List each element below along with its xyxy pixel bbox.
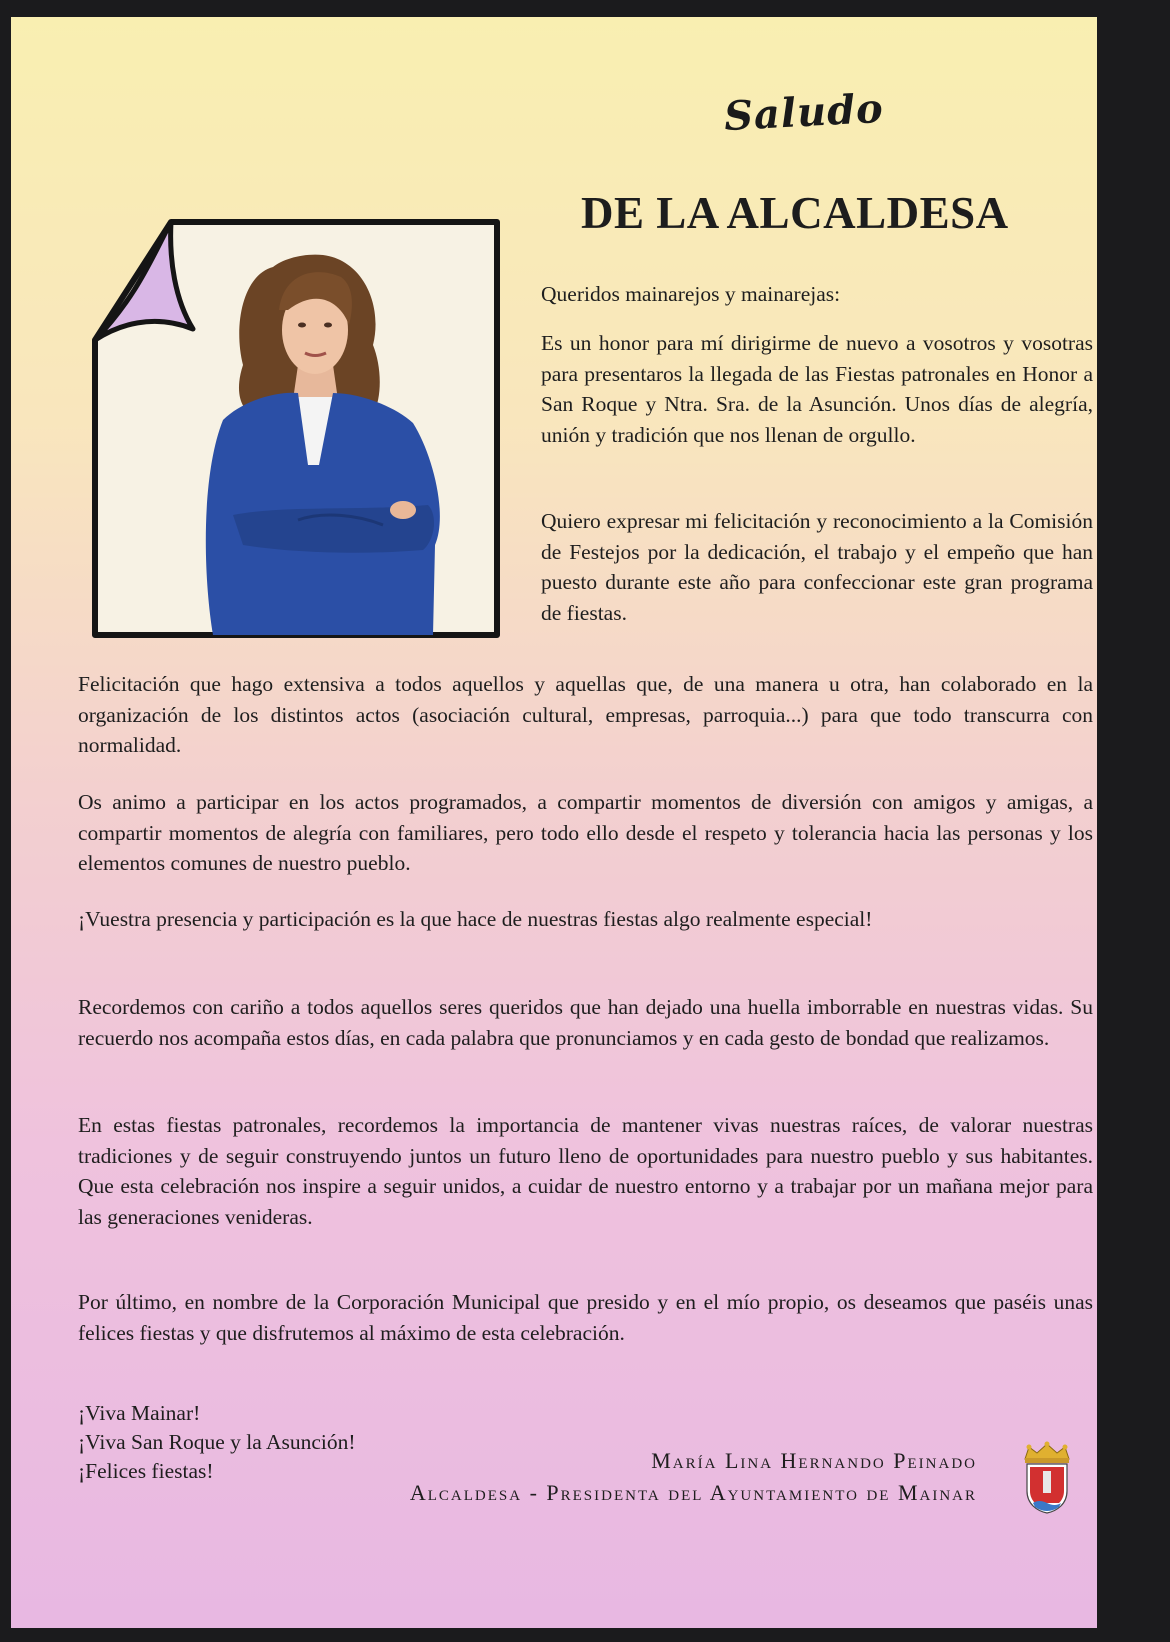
coat-of-arms-icon — [1019, 1441, 1075, 1515]
document-page — [11, 17, 1097, 1628]
cheer-line: ¡Viva Mainar! — [78, 1401, 201, 1425]
paragraph-ultimo: Por último, en nombre de la Corporación Municipal que presido y en el mío propio, os deseamos que paséis unas felices fiestas y que disfrutemos al máximo de esta celebración. — [78, 1290, 1093, 1345]
signature-name: María Lina Hernando Peinado — [651, 1448, 977, 1473]
paragraph-extensiva: Felicitación que hago extensiva a todos aquellos y aquellas que, de una manera u otra, han colaborado en la organización de los distintos actos (asociación cultural, empresas, parroquia...) para que todo transcurra con normalidad. — [78, 672, 1093, 757]
cheer-line: ¡Felices fiestas! — [78, 1459, 214, 1483]
portrait-frame — [83, 215, 515, 651]
page-title: DE LA ALCALDESA — [581, 188, 1009, 238]
paragraph-raices: En estas fiestas patronales, recordemos la importancia de mantener vivas nuestras raíces, de valorar nuestras tradiciones y de seguir construyendo juntos un futuro lleno de oportunidades para nuestro pueblo y sus habitantes. Que esta celebración nos inspire a seguir unidos, a cuidar de nuestro entorno y a trabajar por un mañana mejor para las generaciones venideras. — [78, 1113, 1093, 1229]
paragraph-presencia: ¡Vuestra presencia y participación es la que hace de nuestras fiestas algo realmente especial! — [78, 907, 873, 931]
paragraph-recuerdo: Recordemos con cariño a todos aquellos seres queridos que han dejado una huella imborrable en nuestras vidas. Su recuerdo nos acompaña estos días, en cada palabra que pronunciamos y en cada gesto de bondad que realizamos. — [78, 995, 1093, 1050]
paragraph-honor: Es un honor para mí dirigirme de nuevo a vosotros y vosotras para presentaros la llegada de las Fiestas patronales en Honor a San Roque y Ntra. Sra. de la Asunción. Unos días de alegría, unión y tradición que nos llenan de orgullo. — [541, 331, 1093, 447]
cheer-line: ¡Viva San Roque y la Asunción! — [78, 1430, 356, 1454]
paragraph-animo: Os animo a participar en los actos programados, a compartir momentos de diversión con amigos y amigas, a compartir momentos de alegría con familiares, pero todo ello desde el respeto y tolerancia hacia las personas y los elementos comunes de nuestro pueblo. — [78, 790, 1093, 875]
portrait-photo — [83, 215, 515, 651]
paragraph-felicitacion: Quiero expresar mi felicitación y reconocimiento a la Comisión de Festejos por la dedicación, el trabajo y el empeño que han puesto durante este año para confeccionar este gran programa de fiestas. — [541, 509, 1093, 625]
greeting: Queridos mainarejos y mainarejas: — [541, 282, 841, 306]
signature-role: Alcaldesa - Presidenta del Ayuntamiento de Mainar — [409, 1480, 977, 1505]
closing-cheers — [78, 1399, 356, 1486]
title-script: Saludo — [722, 84, 885, 141]
